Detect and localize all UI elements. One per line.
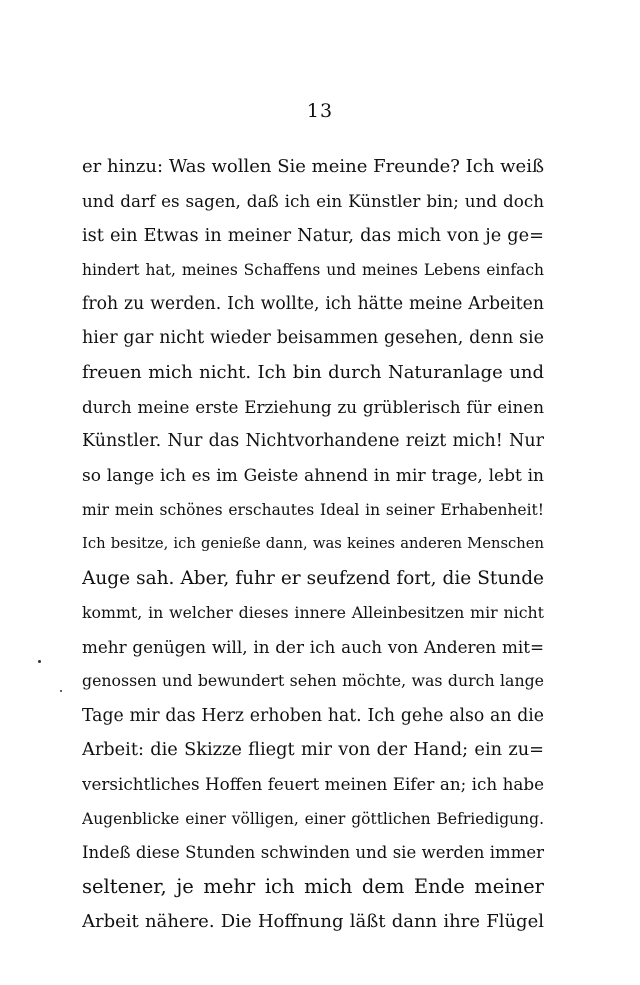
text-line: durch meine erste Erziehung zu grüblerisch für einen <box>82 397 544 418</box>
scan-speck <box>60 690 62 692</box>
text-line: Auge sah. Aber, fuhr er seufzend fort, die Stunde <box>82 567 544 589</box>
scan-speck <box>38 660 41 663</box>
text-line: ist ein Etwas in meiner Natur, das mich von je ge= <box>82 225 544 246</box>
text-line: seltener, je mehr ich mich dem Ende meiner <box>82 875 544 899</box>
text-line: er hinzu: Was wollen Sie meine Freunde? Ich weiß <box>82 156 544 177</box>
text-line: Tage mir das Herz erhoben hat. Ich gehe also an die <box>82 705 544 726</box>
text-line: so lange ich es im Geiste ahnend in mir trage, lebt in <box>82 465 544 486</box>
text-line: Ich besitze, ich genieße dann, was keines anderen Menschen <box>82 535 544 553</box>
text-line: Arbeit: die Skizze fliegt mir von der Hand; ein zu= <box>82 740 544 761</box>
text-line: Künstler. Nur das Nichtvorhandene reizt mich! Nur <box>82 431 544 452</box>
page-number: 13 <box>306 100 334 122</box>
text-line: Augenblicke einer völligen, einer göttlichen Befriedigung. <box>82 809 544 828</box>
body-text <box>82 150 544 939</box>
text-line: genossen und bewundert sehen möchte, was durch lange <box>82 671 544 691</box>
text-line: Indeß diese Stunden schwinden und sie werden immer <box>82 842 544 862</box>
text-line: hier gar nicht wieder beisammen gesehen, denn sie <box>82 328 544 349</box>
text-line: hindert hat, meines Schaffens und meines Lebens einfach <box>82 260 544 279</box>
text-line: mir mein schönes erschautes Ideal in seiner Erhabenheit! <box>82 500 544 519</box>
text-line: Arbeit nähere. Die Hoffnung läßt dann ihre Flügel <box>82 910 544 932</box>
text-line: freuen mich nicht. Ich bin durch Naturanlage und <box>82 361 544 383</box>
text-line: kommt, in welcher dieses innere Alleinbesitzen mir nicht <box>82 602 544 622</box>
text-line: mehr genügen will, in der ich auch von Anderen mit= <box>82 637 544 658</box>
text-line: froh zu werden. Ich wollte, ich hätte meine Arbeiten <box>82 294 544 315</box>
text-line: versichtliches Hoffen feuert meinen Eifer an; ich habe <box>82 774 544 795</box>
text-line: und darf es sagen, daß ich ein Künstler bin; und doch <box>82 191 544 212</box>
